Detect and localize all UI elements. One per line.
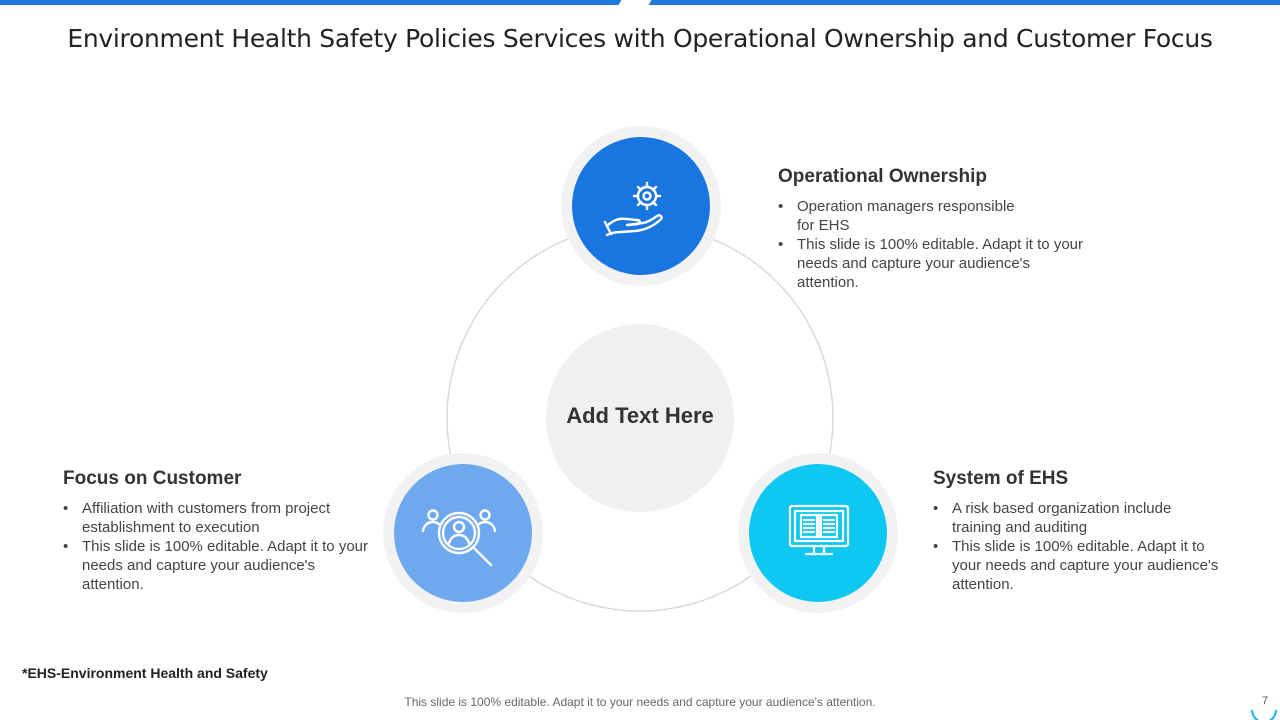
list-item: • This slide is 100% editable. Adapt it to your needs and capture your audience's attention. xyxy=(933,537,1230,594)
list-item: • This slide is 100% editable. Adapt it to your needs and capture your audience's attention. xyxy=(63,537,370,594)
gear-hand-icon xyxy=(591,166,691,246)
customer-search-icon xyxy=(413,493,513,573)
system-of-ehs-heading: System of EHS xyxy=(933,468,1069,489)
focus-on-customer-block xyxy=(63,468,368,594)
list-item: • This slide is 100% editable. Adapt it to your needs and capture your audience's attention. xyxy=(778,235,1083,292)
operational-ownership-heading: Operational Ownership xyxy=(778,166,988,187)
list-item: • Affiliation with customers from project establishment to execution xyxy=(63,499,370,537)
footer-note: This slide is 100% editable. Adapt it to your needs and capture your audience's attention. xyxy=(404,695,876,709)
footnote: *EHS-Environment Health and Safety xyxy=(22,665,268,681)
slide-title: Environment Health Safety Policies Services with Operational Ownership and Customer Focus xyxy=(67,24,1213,53)
list-item: • Operation managers responsible for EHS xyxy=(778,197,1033,235)
page-number: 7 xyxy=(1261,695,1269,707)
focus-on-customer-bullets xyxy=(63,499,368,594)
center-text[interactable]: Add Text Here xyxy=(566,403,714,428)
system-of-ehs-bullets xyxy=(933,499,1233,594)
list-item: • A risk based organization include training and auditing xyxy=(933,499,1214,537)
operational-ownership-bullets xyxy=(778,197,1083,292)
operational-ownership-block xyxy=(778,166,1083,292)
focus-on-customer-heading: Focus on Customer xyxy=(63,468,242,489)
monitor-book-icon xyxy=(768,493,868,573)
system-of-ehs-block xyxy=(933,468,1233,594)
